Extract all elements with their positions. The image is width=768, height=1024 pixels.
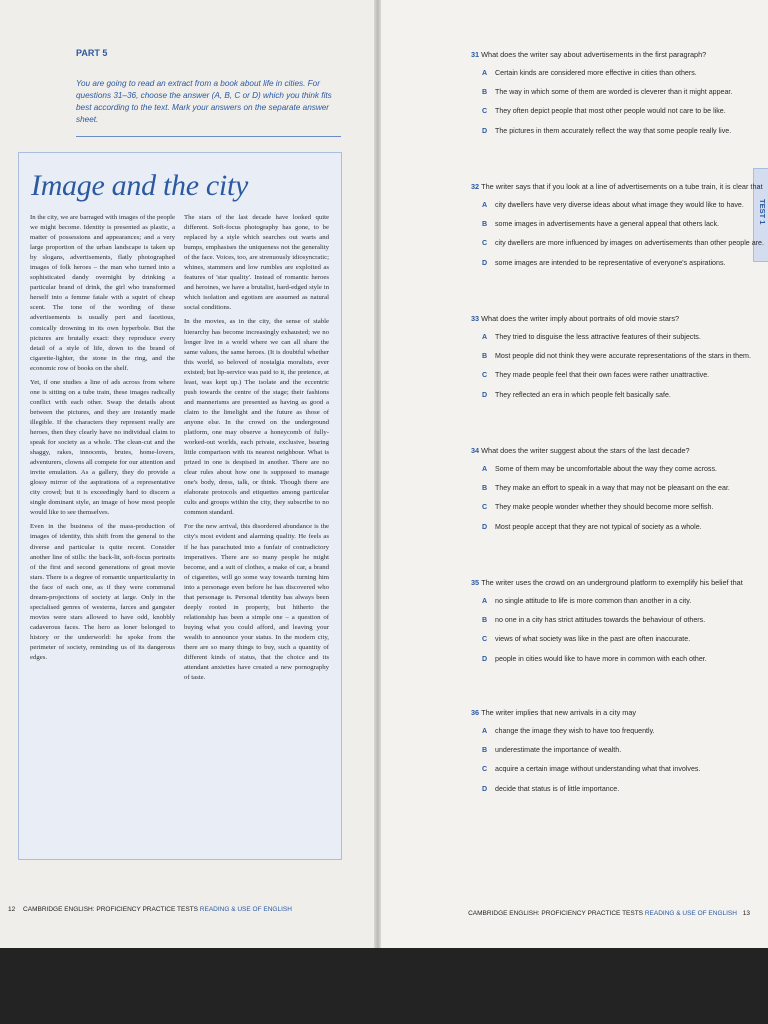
- answer-option-b: [471, 220, 741, 228]
- question-number: 31: [471, 50, 480, 59]
- question-stem: [471, 578, 741, 587]
- option-letter: D: [482, 258, 488, 267]
- option-text: decide that status is of little importance.: [495, 784, 620, 793]
- task-instructions: You are going to read an extract from a book about life in cities. For questions 31–36, choose the answer (A, B, C or D) which you think fits best according to the text. Mark your answers on the separate answer sheet.: [76, 79, 332, 124]
- answer-option-c: [471, 371, 741, 379]
- option-text: Certain kinds are considered more effective in cities than others.: [495, 68, 697, 77]
- part-label: PART 5: [76, 48, 108, 58]
- answer-option-d: [471, 523, 741, 531]
- option-text: The pictures in them accurately reflect the way that some people really live.: [495, 126, 732, 135]
- option-text: views of what society was like in the past are often inaccurate.: [495, 635, 691, 644]
- option-letter: C: [482, 635, 488, 644]
- footer-series: CAMBRIDGE ENGLISH: PROFICIENCY PRACTICE TESTS: [23, 906, 198, 913]
- option-text: Most people accept that they are not typical of society as a whole.: [495, 522, 702, 531]
- answer-option-d: [471, 785, 741, 793]
- option-text: no single attitude to life is more common than another in a city.: [495, 596, 692, 605]
- question-stem: [471, 708, 741, 717]
- article-box: [18, 152, 342, 860]
- option-letter: B: [482, 219, 488, 228]
- option-text: They made people feel that their own faces were rather unattractive.: [495, 371, 710, 380]
- option-letter: C: [482, 371, 488, 380]
- answer-option-c: [471, 107, 741, 115]
- option-letter: A: [482, 596, 488, 605]
- question-text: The writer implies that new arrivals in a city may: [481, 708, 637, 717]
- divider: [76, 136, 341, 137]
- question-text: What does the writer suggest about the stars of the last decade?: [481, 446, 690, 455]
- answer-option-b: [471, 351, 751, 360]
- answer-option-d: [471, 259, 741, 267]
- option-text: They reflected an era in which people felt basically safe.: [495, 390, 671, 399]
- answer-option-b: [471, 746, 741, 754]
- page-number: 13: [742, 910, 750, 917]
- page-number: 12: [8, 906, 16, 913]
- answer-option-a: [471, 597, 741, 605]
- question-34: [471, 446, 741, 531]
- option-text: city dwellers have very diverse ideas about what image they would like to have.: [495, 200, 744, 209]
- answer-option-a: [471, 69, 741, 77]
- question-35: [471, 578, 741, 663]
- option-text: city dwellers are more influenced by images on advertisements than other people are.: [495, 239, 764, 248]
- option-letter: B: [482, 351, 488, 360]
- option-letter: B: [482, 745, 488, 754]
- question-31: [471, 50, 741, 135]
- option-letter: A: [482, 200, 488, 209]
- option-text: Most people did not think they were accurate representations of the stars in them.: [495, 351, 751, 360]
- answer-option-a: [471, 727, 741, 735]
- article-paragraph: In the movies, as in the city, the sense of stable hierarchy has become increasingly exhausted; we no longer live in a world where we can all share the same values, the same heroes. (It is doubtful whether this world, so beloved of nostalgia moralists, ever existed; but lip-service was paid to it, the pretence, at least, was kept up.) The isolate and the eccentric push towards the centre of the stage; their fashions and mannerisms are presented as having as good a claim to the limelight and the future as those of anyone else. In the crowd on the underground platform, one may observe a honeycomb of fully-worked-out worlds, each private, exclusive, bearing little comparison with its nearest neighbour. What is prized in one is despised in another. There are no clear rules about how one is supposed to manage one's body, dress, talk, or think. Though there are elaborate protocols and etiquettes among particular cults and groups within the city, they subscribe to no common standard.: [184, 318, 329, 517]
- question-number: 34: [471, 446, 480, 455]
- option-letter: A: [482, 464, 488, 473]
- answer-option-d: [471, 655, 741, 663]
- question-number: 36: [471, 708, 480, 717]
- option-letter: A: [482, 332, 488, 341]
- option-letter: B: [482, 615, 488, 624]
- article-paragraph: Even in the business of the mass-production of images of identity, this shift from the general to the diverse and particular is quite recent. Consider another line of stills: the back-lit, soft-focus portraits of the first and second generations of great movie stars. There is a degree of romantic unparticularity in the face of each one, as if they were communal dream-projections of society at large. Only in the specialised genres of westerns, farces and gangster movies were stars allowed to have odd, knobbly cadaverous faces. The hero as loner belonged to history or the underworld: he spoke from the perimeter of society, reminding us of its dangerous edges.: [30, 523, 175, 662]
- option-letter: D: [482, 126, 488, 135]
- question-33: [471, 314, 751, 399]
- answer-option-d: [471, 391, 741, 399]
- question-number: 35: [471, 578, 480, 587]
- option-letter: C: [482, 107, 488, 116]
- right-page: [381, 0, 768, 948]
- answer-option-a: [471, 200, 744, 209]
- footer: [8, 906, 292, 913]
- option-text: people in cities would like to have more in common with each other.: [495, 654, 707, 663]
- footer-series: CAMBRIDGE ENGLISH: PROFICIENCY PRACTICE TESTS: [468, 910, 644, 917]
- question-text: The writer says that if you look at a line of advertisements on a tube train, it is clear that: [481, 182, 763, 191]
- option-letter: A: [482, 726, 488, 735]
- question-text: What does the writer imply about portraits of old movie stars?: [481, 314, 680, 323]
- question-text: What does the writer say about advertisements in the first paragraph?: [481, 50, 707, 59]
- article-paragraph: Yet, if one studies a line of ads across from where one is sitting on a tube train, these images radically conflict with each other. Swap the details about between the pictures, and they are instantly made illegible. If the characters they represent really are heroes, then they clearly have no individual claim to speak for society as a whole. The clean-cut and the shaggy, rakes, innocents, brutes, home-lovers, adventurers, clowns all compete for our attention and invite emulation. As a gallery, they do provide a glossy mirror of the aspirations of a representative city crowd; but it is exceedingly hard to discern a single dominant style, an image of how most people would like to see themselves.: [30, 378, 175, 517]
- option-text: some images are intended to be representative of everyone's aspirations.: [495, 258, 726, 267]
- footer-section: READING & USE OF ENGLISH: [199, 906, 292, 913]
- question-text: The writer uses the crowd on an underground platform to exemplify his belief that: [481, 578, 743, 587]
- answer-option-a: [471, 333, 741, 341]
- option-text: They make people wonder whether they should become more selfish.: [495, 503, 714, 512]
- question-stem: [471, 182, 763, 191]
- answer-option-b: [471, 88, 741, 96]
- answer-option-d: [471, 127, 741, 135]
- option-text: no one in a city has strict attitudes towards the behaviour of others.: [495, 615, 706, 624]
- option-text: The way in which some of them are worded is cleverer than it might appear.: [495, 87, 733, 96]
- question-stem: [471, 446, 741, 455]
- question-stem: [471, 50, 741, 59]
- option-text: some images in advertisements have a general appeal that others lack.: [495, 219, 719, 228]
- option-text: change the image they wish to have too frequently.: [495, 726, 655, 735]
- option-text: Some of them may be uncomfortable about the way they come across.: [495, 464, 717, 473]
- question-number: 33: [471, 314, 480, 323]
- answer-option-a: [471, 465, 741, 473]
- option-letter: A: [482, 68, 488, 77]
- answer-option-b: [471, 484, 741, 492]
- article-column-1: [30, 213, 175, 667]
- answer-option-c: [471, 635, 741, 643]
- option-text: They often depict people that most other people would not care to be like.: [495, 107, 726, 116]
- option-letter: D: [482, 390, 488, 399]
- question-36: [471, 708, 741, 793]
- question-number: 32: [471, 182, 480, 191]
- option-letter: B: [482, 483, 488, 492]
- article-paragraph: The stars of the last decade have looked quite different. Soft-focus photography has gone, to be replaced by a style which searches out warts and bumps, emphasises the uniqueness not the generality of the face. Voices, too, are strenuously idiosyncratic; whines, stammers and low rumbles are exploited as features of 'star quality'. Instead of romantic heroes and heroines, we have a brutalist, hard-edged style in which isolation and egotism are assumed as natural social conditions.: [184, 214, 329, 312]
- option-text: acquire a certain image without understanding what that involves.: [495, 765, 701, 774]
- answer-option-b: [471, 616, 741, 624]
- footer-section: READING & USE OF ENGLISH: [644, 910, 737, 917]
- article-paragraph: For the new arrival, this disordered abundance is the city's most evident and alarming quality. He feels as if he has parachuted into a funfair of contradictory imperatives. There are so many people he might become, and a suit of clothes, a make of car, a brand of cigarettes, will go some way towards turning him into a personage even before he has discovered who that personage is. Personal identity has always been deeply rooted in property, but hitherto the relationship has been a simple one – a question of buying what you could afford, and leaving your wealth to announce your status. In the modern city, there are so many things to buy, such a quantity of different kinds of status, that the choice and its attendant anxieties have created a new pornography of taste.: [184, 523, 329, 682]
- footer: [468, 910, 750, 917]
- left-page: [0, 0, 377, 948]
- background-surface: [0, 948, 768, 1024]
- article-column-2: [184, 213, 329, 687]
- option-letter: D: [482, 522, 488, 531]
- option-letter: D: [482, 654, 488, 663]
- option-letter: D: [482, 784, 488, 793]
- option-text: They tried to disguise the less attractive features of their subjects.: [495, 332, 701, 341]
- option-letter: C: [482, 239, 488, 248]
- article-paragraph: In the city, we are barraged with images of the people we might become. Identity is presented as plastic, a matter of possessions and appearances; and a very large proportion of the urban landscape is taken up by slogans, advertisements, flatly photographed images of folk heroes – the man who turned into a sophisticated dandy overnight by drinking a particular brand of drink, the girl who transformed herself into a femme fatale with a squirt of cheap scent. The tone of the wording of these advertisements is usually pert and facetious, comically drowning in its own hyperbole. But the pictures are brutally exact: they reproduce every detail of a style of life, down to the brand of cigarette-lighter, the stone in the ring, and the economic row of books on the shelf.: [30, 214, 175, 372]
- option-letter: C: [482, 503, 488, 512]
- side-tab-label: TEST 1: [758, 199, 767, 225]
- article-title: Image and the city: [31, 169, 249, 202]
- option-text: underestimate the importance of wealth.: [495, 745, 622, 754]
- answer-option-c: [471, 765, 741, 773]
- option-letter: C: [482, 765, 488, 774]
- answer-option-c: [471, 503, 741, 511]
- answer-option-c: [471, 239, 764, 248]
- question-stem: [471, 314, 741, 323]
- option-letter: B: [482, 87, 488, 96]
- option-text: They make an effort to speak in a way that may not be pleasant on the ear.: [495, 483, 730, 492]
